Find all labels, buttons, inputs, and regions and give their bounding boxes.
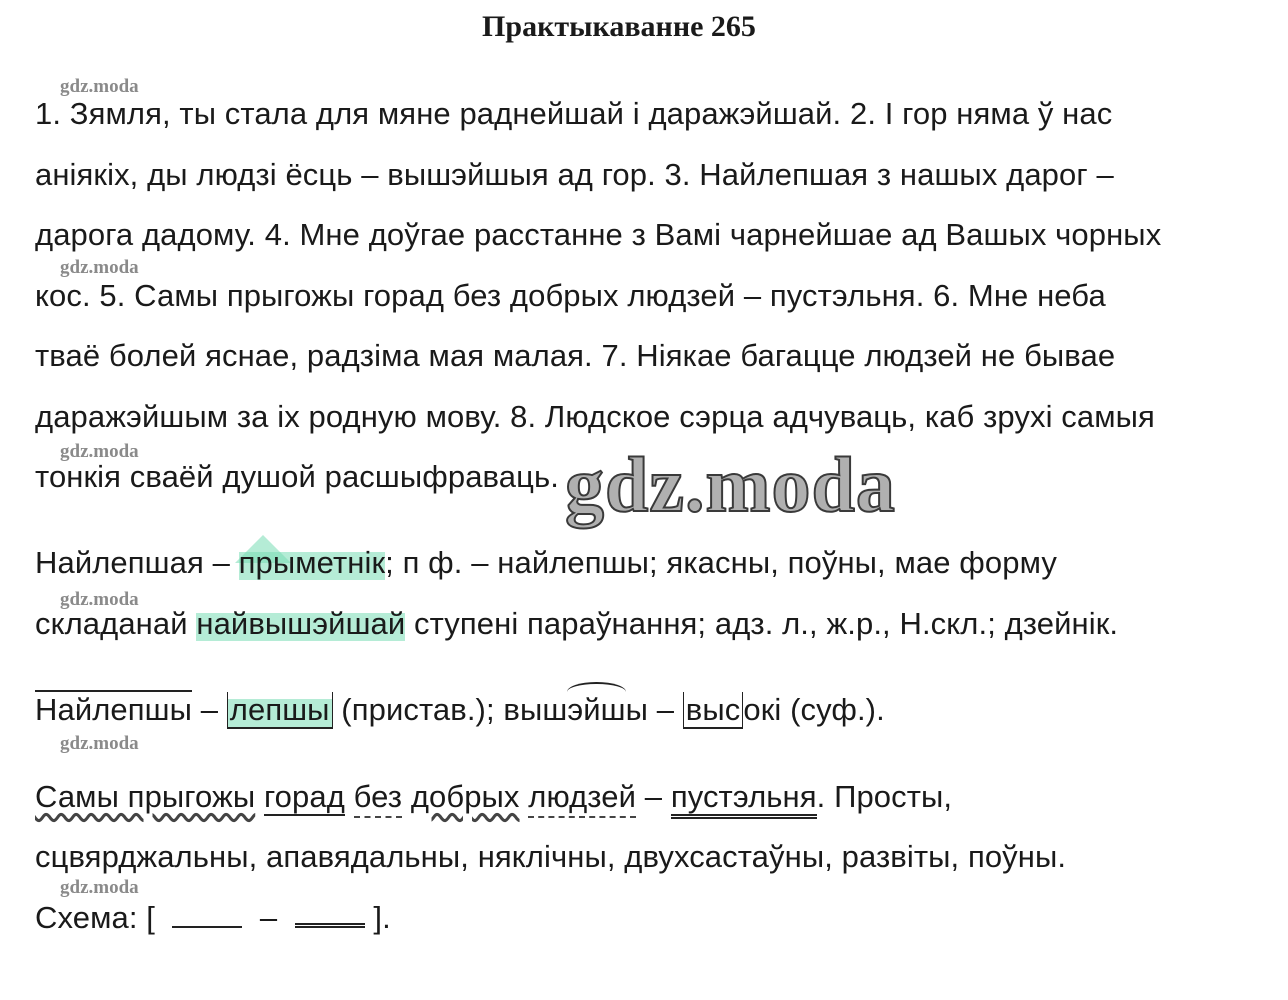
scheme-label: Схема: [ [35,900,155,935]
degree-word: найвышэйшай [196,606,406,641]
scheme-line [35,900,391,936]
analysis-line-2 [35,606,1118,642]
predicate: пустэльня [671,779,817,819]
subject: горад [263,779,345,814]
dash: – [636,779,671,814]
morph-ending: окі [743,692,782,727]
morph-ending: ы [625,692,649,727]
scheme-predicate-blank [295,901,365,928]
morph-root-1: лепшы [227,692,333,729]
text-line: тваё болей яснае, радзіма мая малая. 7. Ніякае багацце людзей не бывае [35,338,1116,373]
text-line: аніякіх, ды людзі ёсць – вышэйшыя ад гор. 3. Найлепшая з нашых дарог – [35,157,1114,192]
dash: – [203,545,239,580]
analyzed-word: Найлепшая [35,545,204,580]
dash: – [648,692,683,727]
watermark: gdz.moda [60,589,139,610]
attribute: добрых [410,779,520,814]
sentence-description: сцвярджальны, апавядальны, няклічны, двухсастаўны, развіты, поўны. [35,839,1067,874]
scheme-dash: – [259,900,278,935]
text-line: кос. 5. Самы прыгожы горад без добрых людзей – пустэльня. 6. Мне неба [35,278,1106,313]
sentence-tail: . Просты, [816,779,953,814]
morph-note-1: (пристав.); [332,692,504,727]
text-line: тонкія сваёй душой расшыфраваць. [35,459,559,494]
scheme-subject-blank [172,904,242,928]
morph-root-2: выс [683,692,744,729]
morphology-line [35,692,885,728]
morph-word-2: выш [503,692,568,727]
watermark-large: gdz.moda [565,441,896,528]
watermark: gdz.moda [60,257,139,278]
watermark: gdz.moda [60,441,139,462]
analysis-line-1 [35,545,1057,581]
watermark: gdz.moda [60,76,139,97]
text-line: дарога дадому. 4. Мне доўгае расстанне з Вамі чарнейшае ад Вашых чорных [35,217,1162,252]
page-title: Практыкаванне 265 [482,10,756,43]
text-line: 1. Зямля, ты стала для мяне раднейшай і даражэйшай. 2. І гор няма ў нас [35,96,1113,131]
scheme-close: ]. [373,900,391,935]
text-line: даражэйшым за іх родную мову. 8. Людское сэрца адчуваць, каб зрухі самыя [35,399,1155,434]
analysis-text: ступені параўнання; адз. л., ж.р., Н.скл.; дзейнік. [405,606,1119,641]
morph-word-1: Найлепшы [35,692,193,727]
object: людзей [528,779,636,818]
attribute-words: Самы прыгожы [35,779,256,814]
analysis-text: складанай [35,606,197,641]
dash: – [192,692,227,727]
analysis-rest: ; п ф. – найлепшы; якасны, поўны, мае форму [385,545,1057,580]
sentence-line [35,779,952,815]
watermark: gdz.moda [60,733,139,754]
preposition: без [354,779,402,818]
suffix-mark: эйш [567,692,626,727]
morph-note-2: (суф.). [781,692,885,727]
watermark: gdz.moda [60,877,139,898]
part-of-speech: прыметнік [238,545,386,580]
